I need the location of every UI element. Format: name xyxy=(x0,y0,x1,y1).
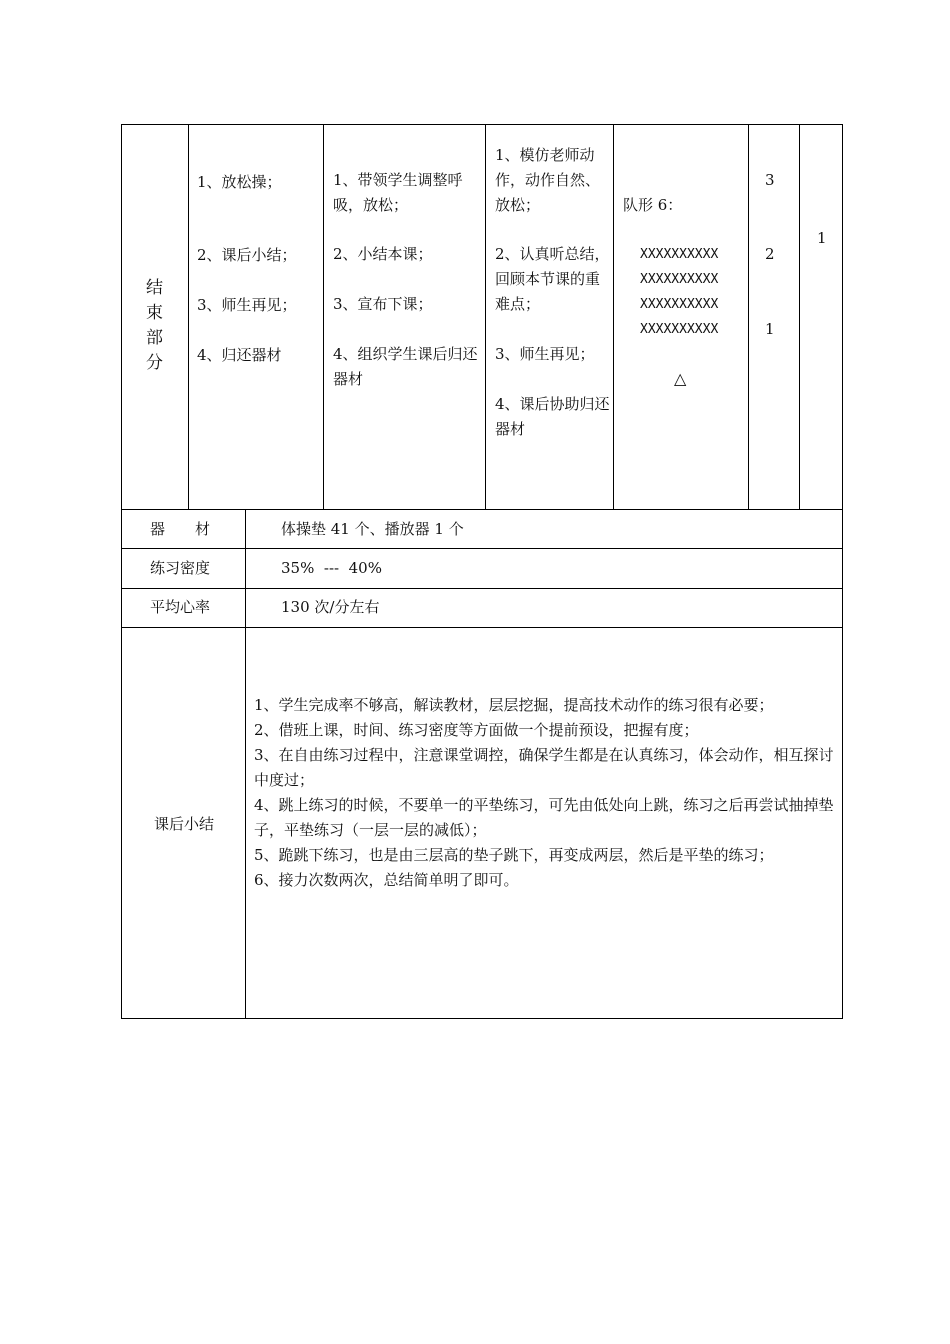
time-value: 1 xyxy=(765,320,775,338)
formation-teacher-icon: △ xyxy=(674,369,687,388)
col-divider xyxy=(799,124,800,510)
summary-list xyxy=(254,693,836,893)
time-value: 3 xyxy=(765,171,775,189)
student-item: 1、模仿老师动作，动作自然、放松； xyxy=(495,146,601,214)
summary-item: 5、跪跳下练习，也是由三层高的垫子跳下，再变成两层，然后是平垫的练习； xyxy=(254,846,774,864)
col-divider xyxy=(613,124,614,510)
formation-row: XXXXXXXXXX xyxy=(640,322,719,337)
time-value: 2 xyxy=(765,245,775,263)
summary-item: 1、学生完成率不够高，解读教材，层层挖掘，提高技术动作的练习很有必要； xyxy=(254,696,774,714)
summary-item: 6、接力次数两次，总结简单明了即可。 xyxy=(254,871,519,889)
content-item: 4、归还器材 xyxy=(197,346,282,364)
summary-item: 4、跳上练习的时候，不要单一的平垫练习，可先由低处向上跳，练习之后再尝试抽掉垫子，平垫练习（一层一层的减低）； xyxy=(254,796,834,839)
student-item: 2、认真听总结，回顾本节课的重难点； xyxy=(495,245,610,313)
section-label-char: 部 xyxy=(146,328,163,348)
content-item: 3、师生再见； xyxy=(197,296,297,314)
equipment-value: 体操垫 41 个、播放器 1 个 xyxy=(281,520,464,538)
row-divider xyxy=(121,588,843,589)
col-divider xyxy=(748,124,749,510)
student-item: 4、课后协助归还器材 xyxy=(495,395,610,438)
formation-row: XXXXXXXXXX xyxy=(640,297,719,312)
heart-rate-value: 130 次/分左右 xyxy=(281,598,380,616)
section-label-char: 分 xyxy=(146,353,163,373)
col-divider xyxy=(323,124,324,510)
col-divider xyxy=(188,124,189,510)
summary-item: 2、借班上课，时间、练习密度等方面做一个提前预设，把握有度； xyxy=(254,721,699,739)
formation-title: 队形 6： xyxy=(623,196,683,214)
teacher-item: 4、组织学生课后归还器材 xyxy=(333,345,478,388)
density-value: 35% --- 40% xyxy=(281,559,382,577)
equipment-label: 器 材 xyxy=(150,520,211,538)
density-label: 练习密度 xyxy=(150,559,211,577)
content-item: 1、放松操； xyxy=(197,173,282,191)
section-label-char: 结 xyxy=(146,278,163,298)
summary-label: 课后小结 xyxy=(154,815,215,833)
row-divider xyxy=(121,627,843,628)
teacher-item: 2、小结本课； xyxy=(333,245,433,263)
section-label-char: 束 xyxy=(146,303,163,323)
row-divider xyxy=(121,548,843,549)
formation-row: XXXXXXXXXX xyxy=(640,247,719,262)
formation-row: XXXXXXXXXX xyxy=(640,272,719,287)
count-value: 1 xyxy=(817,229,827,247)
teacher-item: 1、带领学生调整呼吸，放松； xyxy=(333,171,463,214)
teacher-item: 3、宣布下课； xyxy=(333,295,433,313)
summary-item: 3、在自由练习过程中，注意课堂调控，确保学生都是在认真练习，体会动作，相互探讨中度过； xyxy=(254,746,834,789)
heart-rate-label: 平均心率 xyxy=(150,598,211,616)
student-item: 3、师生再见； xyxy=(495,345,595,363)
label-divider xyxy=(245,509,246,1019)
col-divider xyxy=(485,124,486,510)
content-item: 2、课后小结； xyxy=(197,246,297,264)
